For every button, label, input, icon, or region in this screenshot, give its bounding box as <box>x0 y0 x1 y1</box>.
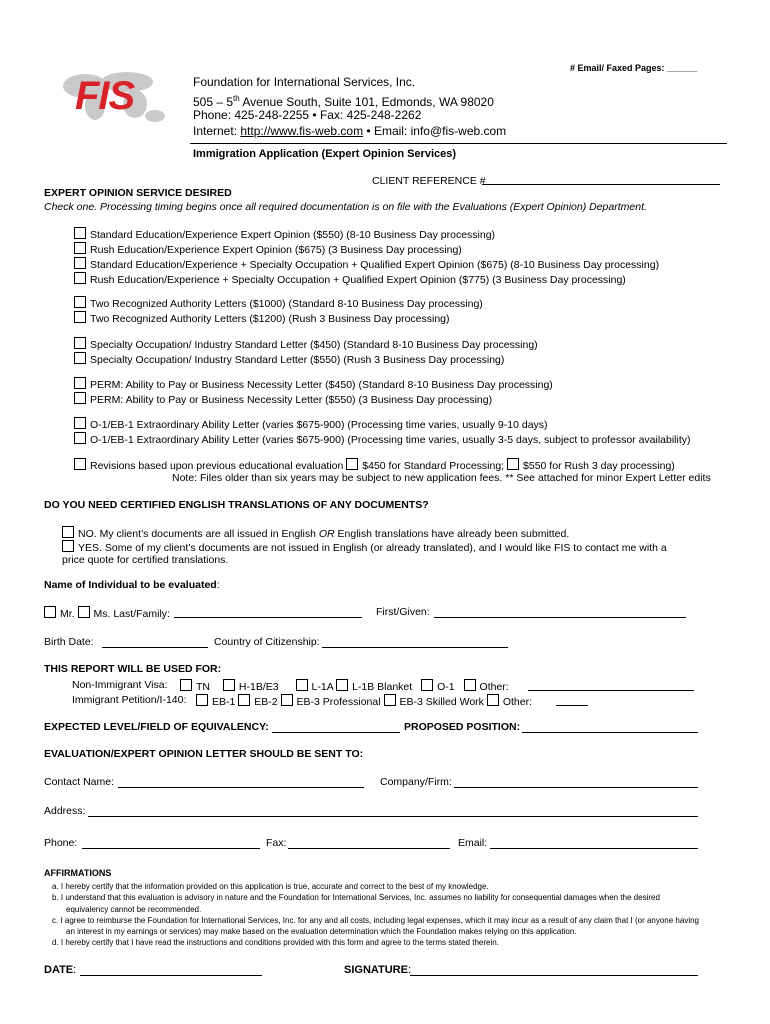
address-field[interactable] <box>88 805 698 817</box>
first-name-label: First/Given: <box>376 606 430 618</box>
date-field[interactable] <box>80 964 262 976</box>
checkbox[interactable] <box>74 337 86 349</box>
equivalency-field[interactable] <box>272 721 400 733</box>
o1-checkbox[interactable] <box>421 679 433 691</box>
affirmations-list <box>52 881 699 949</box>
other-checkbox[interactable] <box>464 679 476 691</box>
birth-date-field[interactable] <box>102 636 208 648</box>
nonimmigrant-label: Non-Immigrant Visa: <box>72 679 168 691</box>
checkbox[interactable] <box>74 311 86 323</box>
org-internet: Internet: http://www.fis-web.com • Email: info@fis-web.com <box>193 124 507 138</box>
service-options-group-5 <box>74 417 691 447</box>
client-reference-label: CLIENT REFERENCE # <box>372 175 486 187</box>
org-phone: Phone: 425-248-2255 • Fax: 425-248-2262 <box>193 108 422 122</box>
translation-yes-option[interactable]: YES. Some of my client’s documents are not issued in English (or already translated), and I would like FIS to contact me with a <box>62 540 667 554</box>
checkbox[interactable] <box>74 296 86 308</box>
revisions-option[interactable]: Revisions based upon previous educational evaluation $450 for Standard Processing; $550 for Rush 3 day processing) <box>74 458 675 472</box>
individual-heading: Name of Individual to be evaluated: <box>44 579 220 591</box>
fis-logo <box>55 60 175 132</box>
checkbox[interactable] <box>74 257 86 269</box>
checkbox[interactable] <box>74 352 86 364</box>
affirmation-b: b. I understand that this evaluation is advisory in nature and the Foundation for International Services, Inc. assumes no liability for consequential damages when the desired <box>52 893 660 903</box>
phone-field[interactable] <box>82 837 260 849</box>
name-row: Mr. Ms. Last/Family: <box>44 606 170 620</box>
service-options-group-1 <box>74 227 659 287</box>
last-name-field[interactable] <box>174 606 362 618</box>
eb3-professional-checkbox[interactable] <box>281 694 293 706</box>
eb3-skilled-checkbox[interactable] <box>384 694 396 706</box>
checkbox-standard-revision[interactable] <box>346 458 358 470</box>
other-immigrant-checkbox[interactable] <box>487 694 499 706</box>
checkbox[interactable] <box>62 540 74 552</box>
service-options-group-3 <box>74 337 538 367</box>
checkbox[interactable] <box>74 417 86 429</box>
service-option[interactable]: O-1/EB-1 Extraordinary Ability Letter (varies $675-900) (Processing time varies, usually 9-10 days) <box>74 417 691 432</box>
citizenship-field[interactable] <box>322 636 508 648</box>
l1a-checkbox[interactable] <box>296 679 308 691</box>
proposed-position-field[interactable] <box>522 721 698 733</box>
checkbox[interactable] <box>74 458 86 470</box>
header-divider <box>190 143 727 144</box>
service-option[interactable]: Specialty Occupation/ Industry Standard Letter ($450) (Standard 8-10 Business Day processing) <box>74 337 538 352</box>
company-field[interactable] <box>454 776 698 788</box>
sendto-heading: EVALUATION/EXPERT OPINION LETTER SHOULD BE SENT TO: <box>44 748 364 760</box>
translation-no-option[interactable]: NO. My client’s documents are all issued in English OR English translations have already been submitted. <box>62 526 569 540</box>
revisions-note: Note: Files older than six years may be subject to new application fees. ** See attached for minor Expert Letter edits <box>172 472 711 484</box>
service-option[interactable]: PERM: Ability to Pay or Business Necessity Letter ($450) (Standard 8-10 Business Day processing) <box>74 377 553 392</box>
equivalency-label: EXPECTED LEVEL/FIELD OF EQUIVALENCY: <box>44 721 269 733</box>
service-options-group-4 <box>74 377 553 407</box>
logo-text: FIS <box>75 74 135 118</box>
service-option[interactable]: Two Recognized Authority Letters ($1000) (Standard 8-10 Business Day processing) <box>74 296 483 311</box>
mr-checkbox[interactable] <box>44 606 56 618</box>
other-immigrant-field[interactable] <box>556 694 588 706</box>
checkbox[interactable] <box>74 432 86 444</box>
translations-heading: DO YOU NEED CERTIFIED ENGLISH TRANSLATIONS OF ANY DOCUMENTS? <box>44 499 429 511</box>
l1b-checkbox[interactable] <box>336 679 348 691</box>
service-option[interactable]: O-1/EB-1 Extraordinary Ability Letter (varies $675-900) (Processing time varies, usually 3-5 days, subject to professor availability) <box>74 432 691 447</box>
proposed-position-label: PROPOSED POSITION: <box>404 721 521 733</box>
eb1-checkbox[interactable] <box>196 694 208 706</box>
affirmation-b-continued: equivalency cannot be recommended. <box>66 904 202 914</box>
email-field[interactable] <box>490 837 698 849</box>
checkbox[interactable] <box>74 227 86 239</box>
checkbox-rush-revision[interactable] <box>507 458 519 470</box>
checkbox[interactable] <box>74 242 86 254</box>
service-option[interactable]: Rush Education/Experience + Specialty Occupation + Qualified Expert Opinion ($775) (3 Business Day processing) <box>74 272 659 287</box>
birth-date-label: Birth Date: <box>44 636 94 648</box>
service-option[interactable]: Standard Education/Experience + Specialty Occupation + Qualified Expert Opinion ($675) (8-10 Business Day processing) <box>74 257 659 272</box>
service-heading: EXPERT OPINION SERVICE DESIRED <box>44 187 232 199</box>
checkbox[interactable] <box>74 377 86 389</box>
affirmation-c: c. I agree to reimburse the Foundation for International Services, Inc. for any and all costs, including legal expenses, which it may incur as a result of any claim that I (or anyone having <box>52 915 700 925</box>
affirmation-c-continued: an interest in my earnings or services) may make based on the evaluation determination which the Foundation makes relying on this application. <box>66 927 577 937</box>
fax-label: Fax: <box>266 837 287 849</box>
phone-label: Phone: <box>44 837 78 849</box>
translation-yes-continued: price quote for certified translations. <box>62 554 229 566</box>
affirmation-d: d. I hereby certify that I have read the instructions and conditions provided with this form and agree to the terms stated therein. <box>52 938 499 948</box>
service-option[interactable]: PERM: Ability to Pay or Business Necessity Letter ($550) (3 Business Day processing) <box>74 392 553 407</box>
signature-label: SIGNATURE: <box>344 964 412 976</box>
tn-checkbox[interactable] <box>180 679 192 691</box>
affirmation-a: a. I hereby certify that the information provided on this application is true, accurate and correct to the best of my knowledge. <box>52 882 489 891</box>
form-title: Immigration Application (Expert Opinion Services) <box>193 148 457 160</box>
usage-heading: THIS REPORT WILL BE USED FOR: <box>44 663 222 675</box>
service-option[interactable]: Two Recognized Authority Letters ($1200) (Rush 3 Business Day processing) <box>74 311 483 326</box>
affirmations-heading: AFFIRMATIONS <box>44 868 112 878</box>
signature-field[interactable] <box>410 964 698 976</box>
org-name: Foundation for International Services, Inc. <box>193 75 416 89</box>
service-option[interactable]: Rush Education/Experience Expert Opinion ($675) (3 Business Day processing) <box>74 242 659 257</box>
email-label: Email: <box>458 837 488 849</box>
checkbox[interactable] <box>74 272 86 284</box>
eb2-checkbox[interactable] <box>238 694 250 706</box>
immigrant-options: EB-1 EB-2 EB-3 Professional EB-3 Skilled Work Other: <box>196 694 532 708</box>
nonimmigrant-options: TN H-1B/E3 L-1A L-1B Blanket O-1 Other: <box>180 679 509 693</box>
org-address: 505 – 5th Avenue South, Suite 101, Edmonds, WA 98020 <box>193 94 494 109</box>
date-label: DATE: <box>44 964 77 976</box>
service-option[interactable]: Specialty Occupation/ Industry Standard Letter ($550) (Rush 3 Business Day processing) <box>74 352 538 367</box>
h1b-checkbox[interactable] <box>223 679 235 691</box>
service-option[interactable]: Standard Education/Experience Expert Opinion ($550) (8-10 Business Day processing) <box>74 227 659 242</box>
contact-name-field[interactable] <box>118 776 364 788</box>
checkbox[interactable] <box>62 526 74 538</box>
company-label: Company/Firm: <box>380 776 452 788</box>
immigrant-label: Immigrant Petition/I-140: <box>72 694 187 706</box>
ms-checkbox[interactable] <box>78 606 90 618</box>
checkbox[interactable] <box>74 392 86 404</box>
service-options-group-2 <box>74 296 483 326</box>
fax-field[interactable] <box>288 837 450 849</box>
contact-name-label: Contact Name: <box>44 776 115 788</box>
website-link[interactable]: http://www.fis-web.com <box>240 124 364 138</box>
client-reference-field[interactable] <box>482 173 720 185</box>
address-label: Address: <box>44 805 86 817</box>
first-name-field[interactable] <box>434 606 686 618</box>
citizenship-label: Country of Citizenship: <box>214 636 320 648</box>
service-instruction: Check one. Processing timing begins once all required documentation is on file with the Evaluations (Expert Opinion) Department. <box>44 201 647 213</box>
faxed-pages-label: # Email/ Faxed Pages: ______ <box>570 63 698 73</box>
other-nonimmigrant-field[interactable] <box>528 679 694 691</box>
